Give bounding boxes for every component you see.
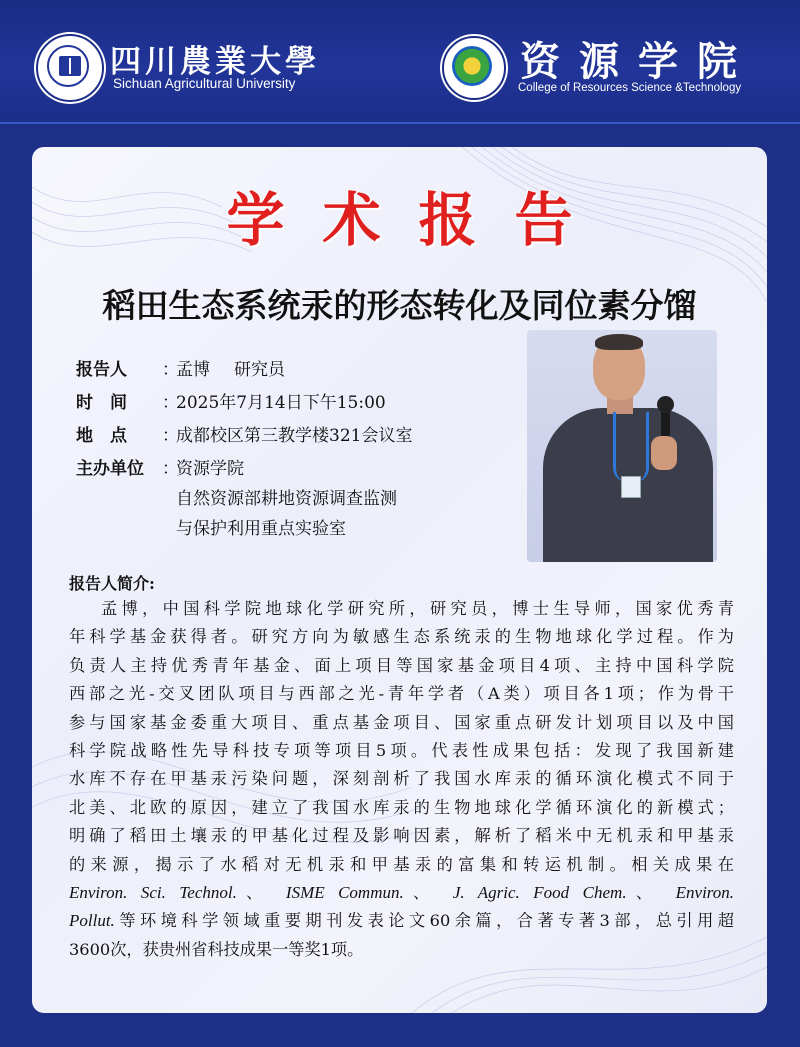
info-value-host-3: 与保护利用重点实验室 — [176, 519, 346, 539]
journal-name: Environ. — [675, 883, 734, 903]
info-value-host-1: 资源学院 — [176, 459, 244, 479]
bio-line: 科学院战略性先导科技专项等项目5项。代表性成果包括：发现了我国新建 — [69, 741, 734, 761]
poster-card: 学术报告 稻田生态系统汞的形态转化及同位素分馏 报告人 ： 孟博 研究员 时 间 ： 2025年7月14日下午15:00 地 点 ： 成都校区第三教学楼321会议室 主办单位 ： 资源学院 自然资源部耕地资源调查监测 与保护利用重点实验室 报告人简介: 孟博，中国科学院地球化学研究所，研究员，博士生导师，国家优秀青 年科学基金获得者。研究方向为敏感生态系统汞的生物地球化学过程。作为 负责人主持优秀青年基金、面上项目等国家基金项目4项、主持中国科学院 西部之光-交叉团队项目与西部之光-青年学者（A类）项目各1项；作为骨干 参与国家基金委重大项目、重点基金项目、国家重点研发计划项目以及中国 科学院战略性先导科技专项等项目5项。代表性成果包括：发现了我国新建 水库不存在甲基汞污染问题，深刻剖析了我国水库汞的循环演化模式不同于 北美、北欧的原因，建立了我国水库汞的生物地球化学循环演化的新模式； 明确了稻田土壤汞的甲基化过程及影响因素，解析了稻米中无机汞和甲基汞 的来源，揭示了水稻对无机汞和甲基汞的富集和转运机制。相关成果在 Environ. Sci. Technol.、 ISME Commun.、 J. Agric. Food Chem.、 Environ. Pollut.等环境科学领域重要期刊发表论文60余篇，合著专著3部，总引用超 3600次，获贵州省科技成果一等奖1项。 — [32, 147, 767, 1013]
bio-line: 负责人主持优秀青年基金、面上项目等国家基金项目4项、主持中国科学院 — [69, 655, 734, 675]
info-value-time: 2025年7月14日下午15:00 — [176, 393, 386, 413]
bio-text — [69, 595, 734, 964]
header-banner — [0, 0, 800, 124]
bio-line: 3600次，获贵州省科技成果一等奖1项。 — [69, 939, 364, 959]
header-divider — [0, 122, 800, 124]
talk-title: 稻田生态系统汞的形态转化及同位素分馏 — [102, 286, 697, 325]
info-value-location: 成都校区第三教学楼321会议室 — [176, 426, 413, 446]
college-name-cn: 资源学院 — [520, 38, 756, 85]
university-name-en: Sichuan Agricultural University — [113, 76, 296, 91]
journal-name: J. Agric. Food Chem. — [452, 883, 627, 903]
university-seal-icon — [36, 34, 104, 102]
bio-line: 参与国家基金委重大项目、重点基金项目、国家重点研发计划项目以及中国 — [69, 712, 734, 732]
bio-heading: 报告人简介: — [69, 574, 155, 593]
speaker-photo — [527, 330, 717, 562]
info-value-speaker — [176, 355, 285, 380]
university-name-cn: 四川農業大學 — [110, 44, 320, 80]
bio-line: 水库不存在甲基汞污染问题，深刻剖析了我国水库汞的循环演化模式不同于 — [69, 769, 734, 789]
bio-line: 的来源，揭示了水稻对无机汞和甲基汞的富集和转运机制。相关成果在 — [69, 854, 734, 874]
speaker-name: 孟博 — [176, 360, 210, 380]
bio-line: 明确了稻田土壤汞的甲基化过程及影响因素，解析了稻米中无机汞和甲基汞 — [69, 826, 734, 846]
college-name-en: College of Resources Science &Technology — [518, 82, 742, 94]
journal-name: ISME Commun. — [285, 883, 404, 903]
bio-line-journals-2: Pollut.等环境科学领域重要期刊发表论文60余篇，合著专著3部，总引用超 — [69, 911, 734, 931]
journal-name: Pollut. — [69, 911, 115, 931]
info-label-host: 主办单位 — [76, 459, 144, 479]
info-label-location: 地 点 — [76, 426, 127, 446]
info-value-host-2: 自然资源部耕地资源调查监测 — [176, 489, 397, 509]
poster-heading: 学术报告 — [226, 186, 611, 254]
bio-line: 年科学基金获得者。研究方向为敏感生态系统汞的生物地球化学过程。作为 — [69, 627, 734, 647]
info-label-time: 时 间 — [76, 393, 127, 413]
journal-name: Environ. Sci. Technol. — [69, 883, 237, 903]
bio-line: 孟博，中国科学院地球化学研究所，研究员，博士生导师，国家优秀青 — [101, 599, 734, 618]
bio-line-journals: Environ. Sci. Technol.、 ISME Commun.、 J. Agric. Food Chem.、 Environ. — [69, 883, 734, 903]
college-emblem-icon — [442, 36, 506, 100]
speaker-rank: 研究员 — [234, 360, 285, 380]
bio-line: 北美、北欧的原因，建立了我国水库汞的生物地球化学循环演化的新模式； — [69, 797, 734, 817]
bio-line: 西部之光-交叉团队项目与西部之光-青年学者（A类）项目各1项；作为骨干 — [69, 684, 734, 704]
info-label-speaker: 报告人 — [76, 360, 127, 380]
